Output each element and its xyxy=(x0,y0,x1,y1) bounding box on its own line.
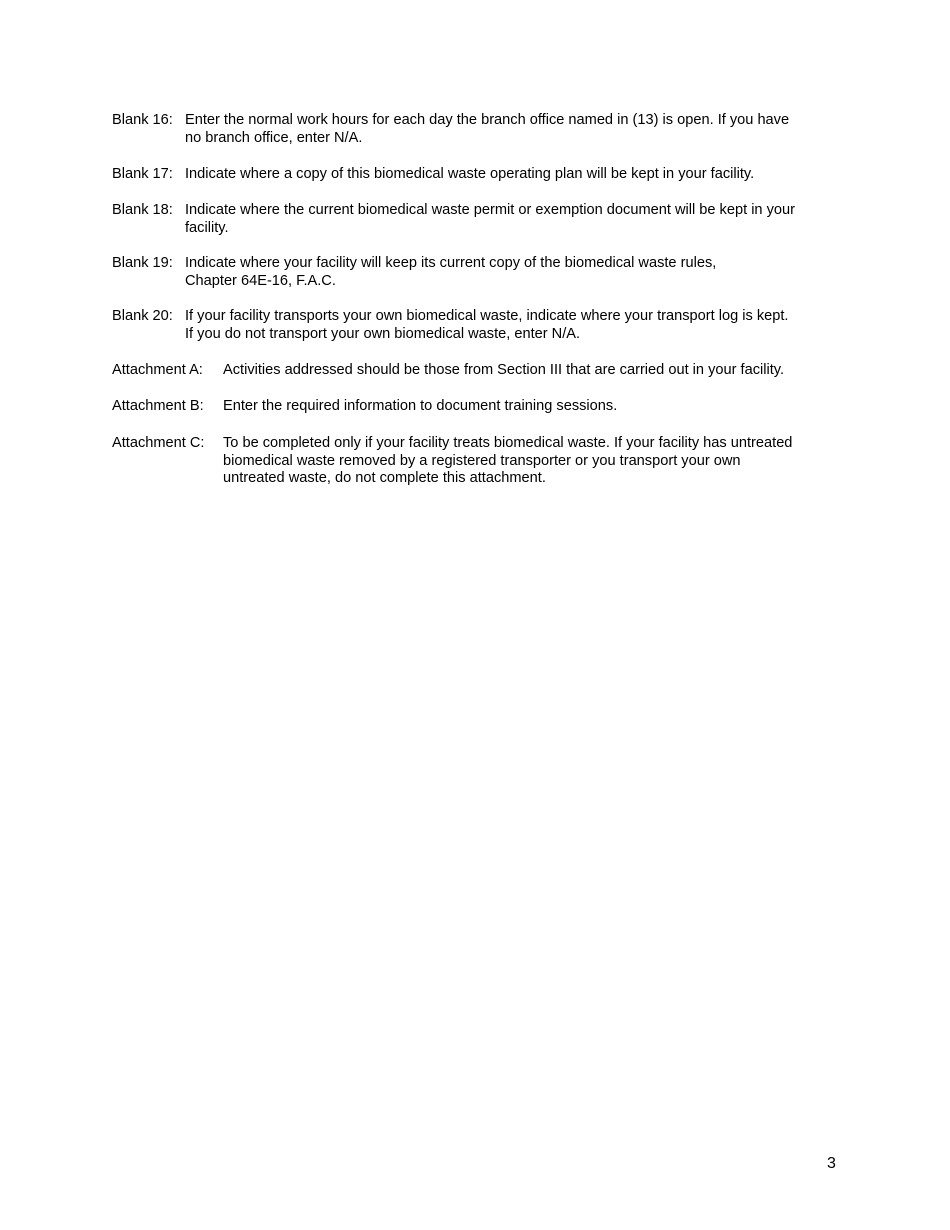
instruction-blank-18 xyxy=(112,202,852,237)
entry-label: Blank 20: xyxy=(112,308,173,324)
entry-line: If you do not transport your own biomedical waste, enter N/A. xyxy=(185,325,581,342)
instruction-blank-17 xyxy=(112,166,852,184)
entry-line: Chapter 64E-16, F.A.C. xyxy=(185,272,336,289)
page-number: 3 xyxy=(827,1155,836,1172)
entry-text xyxy=(223,362,852,380)
instruction-attachment-c xyxy=(112,435,852,488)
entry-line: Enter the normal work hours for each day the branch office named in (13) is open. If you have xyxy=(185,112,790,128)
entry-text xyxy=(223,398,852,416)
entry-text xyxy=(223,435,852,488)
instruction-blank-16 xyxy=(112,112,852,147)
entry-label: Blank 19: xyxy=(112,255,173,271)
entry-label: Blank 18: xyxy=(112,202,173,218)
entry-line: Indicate where a copy of this biomedical waste operating plan will be kept in your facility. xyxy=(185,166,755,182)
entry-line: biomedical waste removed by a registered transporter or you transport your own xyxy=(223,452,741,469)
entry-text xyxy=(185,112,852,147)
instruction-attachment-a xyxy=(112,362,852,380)
entry-line: facility. xyxy=(185,219,229,236)
entry-line: To be completed only if your facility treats biomedical waste. If your facility has untreated xyxy=(223,435,793,451)
entry-text xyxy=(185,166,852,184)
entry-text xyxy=(185,255,852,290)
entry-text xyxy=(185,308,852,343)
entry-label: Blank 17: xyxy=(112,166,173,182)
entry-line: Activities addressed should be those from Section III that are carried out in your facility. xyxy=(223,362,785,378)
entry-line: Indicate where your facility will keep its current copy of the biomedical waste rules, xyxy=(185,255,717,271)
entry-label: Attachment B: xyxy=(112,398,204,414)
entry-line: no branch office, enter N/A. xyxy=(185,129,363,146)
entry-text xyxy=(185,202,852,237)
instruction-blank-19 xyxy=(112,255,852,290)
entry-label: Blank 16: xyxy=(112,112,173,128)
entry-line: If your facility transports your own biomedical waste, indicate where your transport log is kept. xyxy=(185,308,789,324)
instruction-attachment-b xyxy=(112,398,852,416)
entry-label: Attachment A: xyxy=(112,362,203,378)
entry-line: Indicate where the current biomedical waste permit or exemption document will be kept in your xyxy=(185,202,795,218)
entry-line: untreated waste, do not complete this attachment. xyxy=(223,470,546,486)
entry-line: Enter the required information to document training sessions. xyxy=(223,398,618,414)
entry-label: Attachment C: xyxy=(112,435,205,451)
instruction-blank-20 xyxy=(112,308,852,343)
